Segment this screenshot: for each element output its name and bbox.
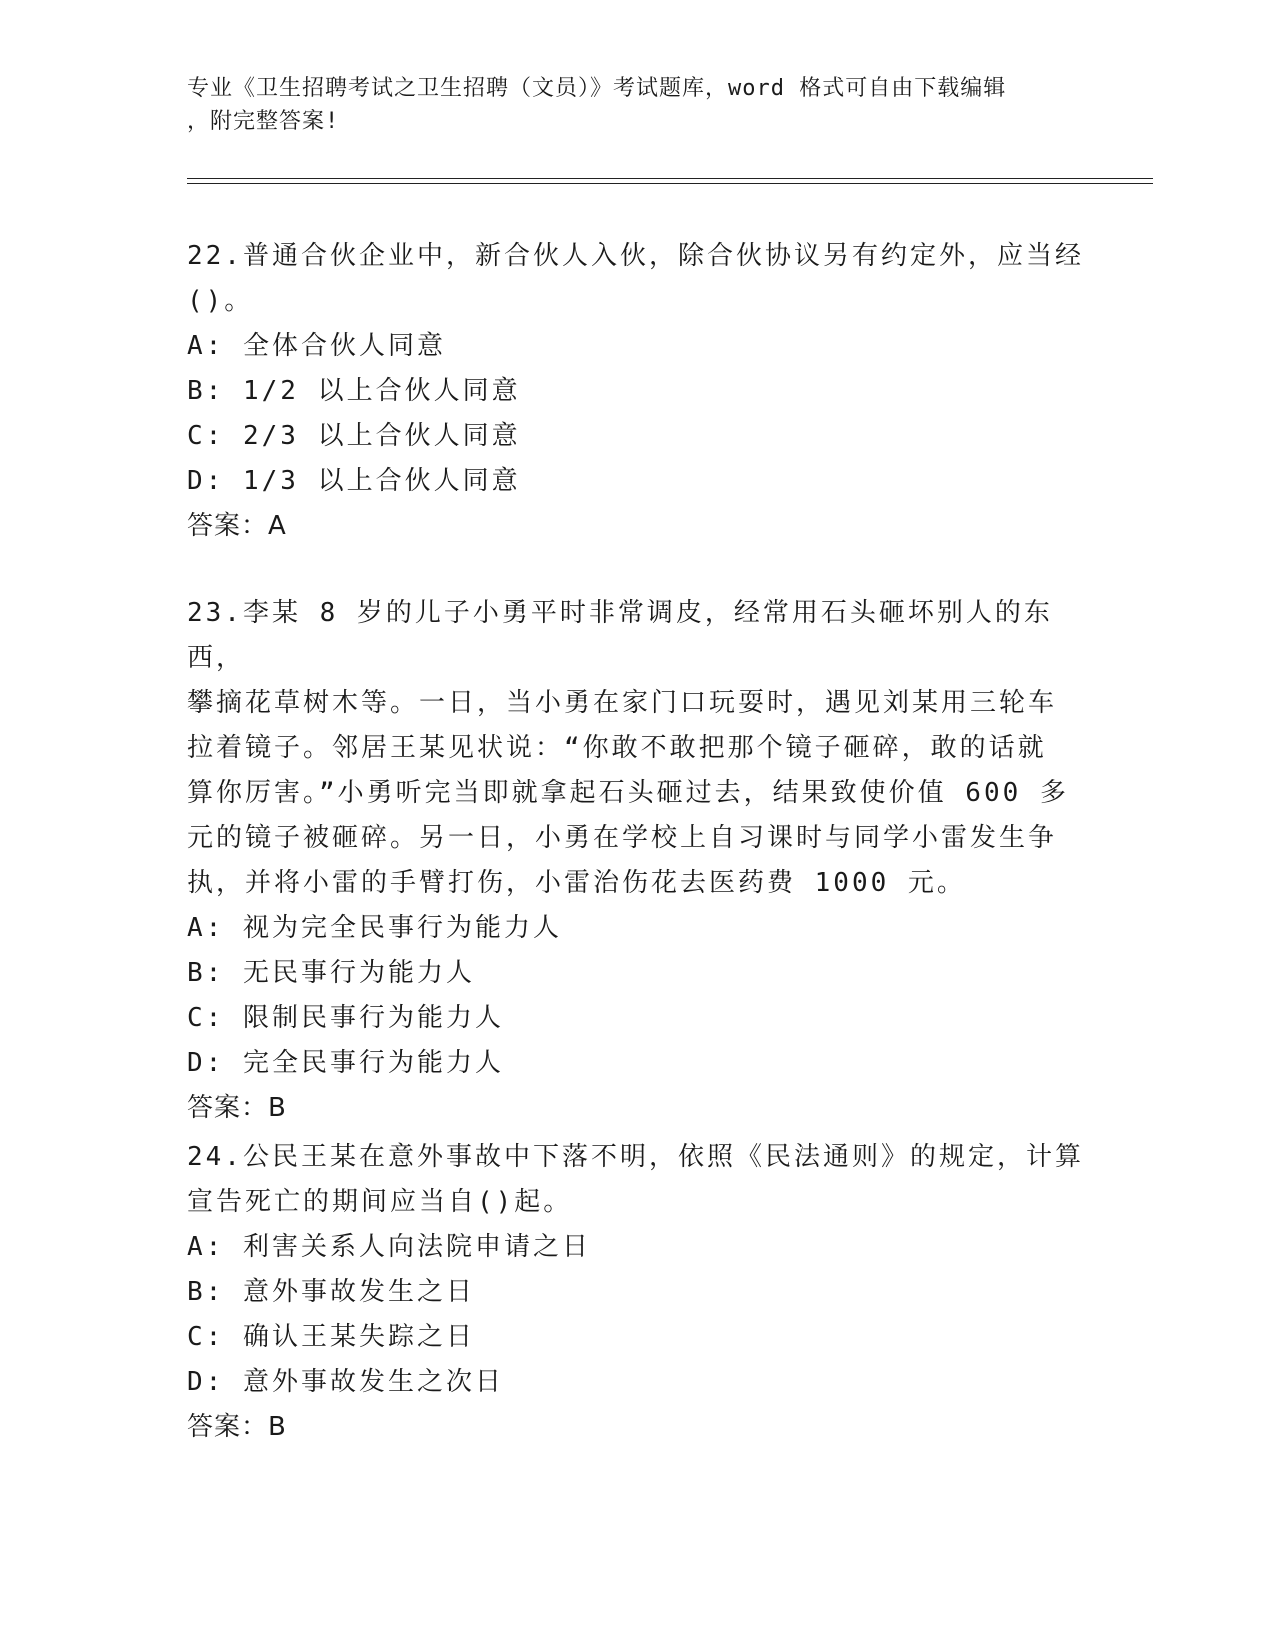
- option-d: D: 意外事故发生之次日: [187, 1367, 504, 1397]
- answer: 答案：A: [187, 511, 287, 541]
- question-stem-line: ()。: [187, 286, 254, 316]
- option-a: A: 视为完全民事行为能力人: [187, 913, 562, 943]
- question-stem-line: 算你厉害。”小勇听完当即就拿起石头砸过去，结果致使价值 600 多: [187, 778, 1069, 808]
- option-c: C: 2/3 以上合伙人同意: [187, 421, 521, 451]
- option-a: A: 利害关系人向法院申请之日: [187, 1232, 591, 1262]
- answer: 答案：B: [187, 1093, 287, 1123]
- question-stem-line: 拉着镜子。邻居王某见状说：“你敢不敢把那个镜子砸碎，敢的话就: [187, 733, 1047, 763]
- option-b: B: 1/2 以上合伙人同意: [187, 376, 521, 406]
- option-d: D: 1/3 以上合伙人同意: [187, 466, 521, 496]
- question-stem-line: 攀摘花草树木等。一日，当小勇在家门口玩耍时，遇见刘某用三轮车: [187, 688, 1058, 718]
- option-c: C: 确认王某失踪之日: [187, 1322, 475, 1352]
- option-b: B: 意外事故发生之日: [187, 1277, 475, 1307]
- option-a: A: 全体合伙人同意: [187, 331, 446, 361]
- question-stem-line: 23.李某 8 岁的儿子小勇平时非常调皮，经常用石头砸坏别人的东西，: [187, 598, 1053, 673]
- document-header: [187, 72, 1067, 138]
- option-b: B: 无民事行为能力人: [187, 958, 475, 988]
- header-double-rule: [187, 178, 1153, 184]
- header-line-2: ，附完整答案!: [187, 109, 340, 134]
- question-23: [187, 591, 1087, 1131]
- question-22: [187, 234, 1087, 549]
- answer: 答案：B: [187, 1412, 287, 1442]
- question-stem-line: 24.公民王某在意外事故中下落不明，依照《民法通则》的规定，计算: [187, 1142, 1084, 1172]
- question-stem-line: 22.普通合伙企业中，新合伙人入伙，除合伙协议另有约定外，应当经: [187, 241, 1084, 271]
- question-24: [187, 1135, 1087, 1450]
- question-stem-line: 宣告死亡的期间应当自()起。: [187, 1187, 573, 1217]
- header-line-1: 专业《卫生招聘考试之卫生招聘（文员）》考试题库，word 格式可自由下载编辑: [187, 76, 1007, 101]
- option-c: C: 限制民事行为能力人: [187, 1003, 504, 1033]
- question-stem-line: 执，并将小雷的手臂打伤，小雷治伤花去医药费 1000 元。: [187, 868, 966, 898]
- option-d: D: 完全民事行为能力人: [187, 1048, 504, 1078]
- question-stem-line: 元的镜子被砸碎。另一日，小勇在学校上自习课时与同学小雷发生争: [187, 823, 1058, 853]
